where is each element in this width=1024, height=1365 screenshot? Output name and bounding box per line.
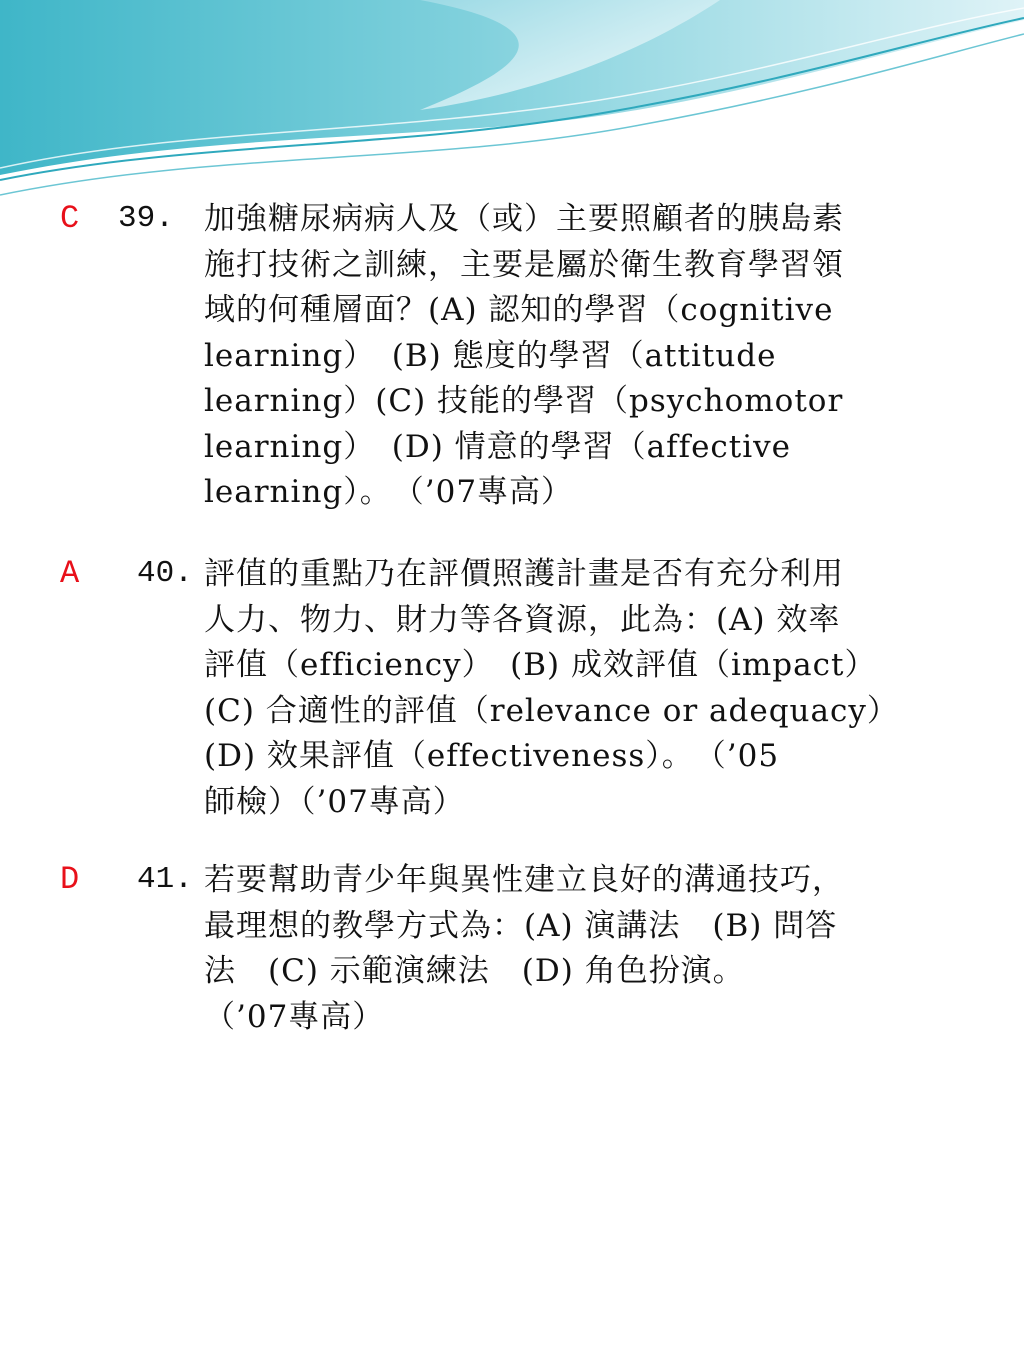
question-line: learning） (D) 情意的學習（affective	[204, 428, 792, 465]
question-number: 39.	[118, 201, 174, 236]
question-text	[204, 197, 1009, 516]
question-line: (D) 效果評值（effectiveness）。 （’05	[204, 738, 780, 774]
header-wave-decoration	[0, 0, 1024, 210]
question-line: 人力、物力、財力等各資源，此為：(A) 效率	[204, 601, 841, 638]
question-line: 評值的重點乃在評價照護計畫是否有充分利用	[204, 556, 844, 592]
question-line: 施打技術之訓練，主要是屬於衛生教育學習領	[204, 246, 844, 283]
question-line: learning） (B) 態度的學習（attitude	[204, 337, 777, 374]
question-line: (C) 合適性的評值（relevance or adequacy）	[204, 692, 899, 729]
answer-key: A	[60, 555, 80, 592]
question-line: 若要幫助青少年與異性建立良好的溝通技巧，	[204, 862, 844, 898]
question-line: 域的何種層面？(A) 認知的學習（cognitive	[204, 292, 834, 328]
answer-key: D	[60, 861, 80, 898]
question-number: 40.	[137, 556, 193, 591]
answer-key: C	[60, 200, 80, 237]
question-line: 法 (C) 示範演練法 (D) 角色扮演。	[204, 953, 745, 989]
question-line: learning）(C) 技能的學習（psychomotor	[204, 383, 844, 419]
question-line: 最理想的教學方式為：(A) 演講法 (B) 問答	[204, 907, 838, 944]
question-line: learning）。 （’07專高）	[204, 474, 574, 510]
question-line: （’07專高）	[204, 998, 385, 1035]
question-text	[204, 858, 1009, 1040]
question-text	[204, 552, 1009, 825]
question-line: 師檢）（’07專高）	[204, 783, 465, 820]
question-line: 加強糖尿病病人及（或）主要照顧者的胰島素	[204, 201, 844, 237]
question-line: 評值（efficiency） (B) 成效評值（impact）	[204, 647, 877, 683]
question-number: 41.	[137, 862, 193, 897]
